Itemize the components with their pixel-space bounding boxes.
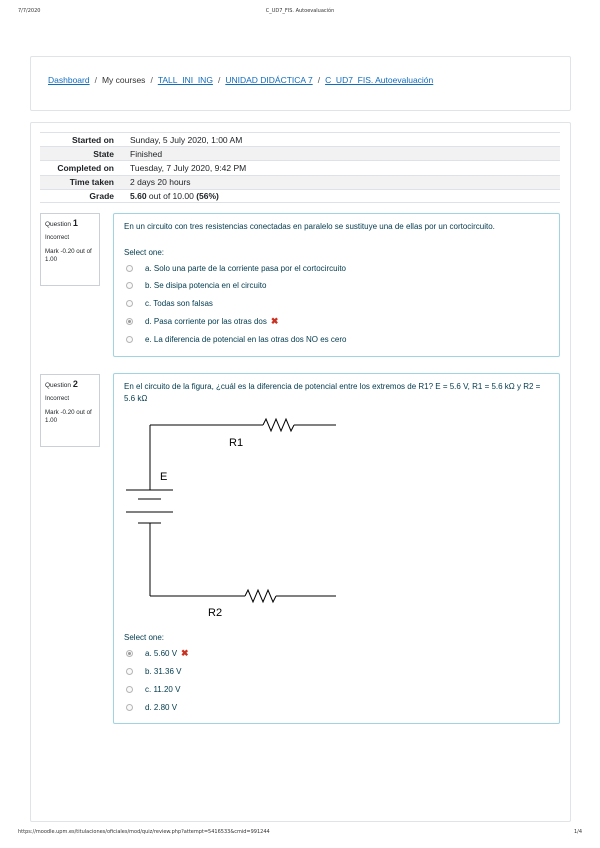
- answer-option[interactable]: [126, 665, 181, 677]
- print-page-number: 1/4: [573, 829, 582, 835]
- question-number: [45, 379, 99, 390]
- question-2-info: [40, 374, 100, 447]
- breadcrumb-card: [30, 56, 571, 111]
- option-label: e. La diferencia de potencial en las otras dos NO es cero: [145, 334, 347, 344]
- question-number: [45, 218, 99, 229]
- radio-button-selected[interactable]: [126, 318, 133, 325]
- breadcrumb-quiz[interactable]: C_UD7_FIS. Autoevaluación: [325, 75, 434, 85]
- time-taken-label: Time taken: [69, 177, 114, 188]
- grade-label: Grade: [89, 190, 114, 201]
- grade-score: 5.60: [130, 190, 147, 201]
- radio-button[interactable]: [126, 668, 133, 675]
- answer-option-selected[interactable]: [126, 315, 278, 327]
- select-one-label: Select one:: [124, 633, 165, 642]
- summary-row-grade: [40, 189, 560, 203]
- option-label: d. 2.80 V: [145, 702, 178, 712]
- print-title: C_UD7_FIS. Autoevaluación: [265, 8, 335, 14]
- question-text: En un circuito con tres resistencias conectadas en paralelo se sustituye una de ellas por un cortocircuito.: [124, 222, 495, 231]
- radio-button-selected[interactable]: [126, 650, 133, 657]
- answer-option[interactable]: [126, 280, 266, 292]
- question-status: Incorrect: [45, 395, 70, 403]
- radio-button[interactable]: [126, 336, 133, 343]
- state-label: State: [93, 148, 114, 159]
- incorrect-icon: ✖: [181, 647, 189, 658]
- answer-option-selected[interactable]: [126, 647, 189, 659]
- answer-option[interactable]: [126, 297, 213, 309]
- question-label: Question: [45, 382, 72, 389]
- option-label: a. 5.60 V: [145, 648, 178, 658]
- summary-row-state: [40, 146, 560, 160]
- question-status: Incorrect: [45, 234, 70, 242]
- print-header: [18, 8, 582, 18]
- option-label: b. 31.36 V: [145, 666, 182, 676]
- incorrect-icon: ✖: [270, 315, 279, 326]
- state-value: Finished: [130, 148, 163, 159]
- option-label: c. Todas son falsas: [145, 298, 213, 308]
- breadcrumb-unit[interactable]: UNIDAD DIDÁCTICA 7: [225, 75, 313, 85]
- resistor-r1-symbol: [263, 419, 294, 431]
- print-date: 7/7/2020: [18, 8, 41, 14]
- summary-row-started: [40, 132, 560, 146]
- summary-row-completed: [40, 160, 560, 174]
- question-number-value: 2: [72, 379, 78, 389]
- label-e: E: [160, 471, 168, 483]
- question-label: Question: [45, 221, 72, 228]
- answer-option[interactable]: [126, 683, 180, 695]
- completed-on-label: Completed on: [57, 162, 114, 173]
- breadcrumb-separator: /: [150, 75, 153, 85]
- print-footer: [18, 829, 582, 839]
- print-url: https://moodle.upm.es/titulaciones/oficiales/mod/quiz/review.php?attempt=5416533&cmid=991244: [18, 829, 270, 835]
- breadcrumb-separator: /: [317, 75, 321, 85]
- breadcrumb-course[interactable]: TALL_INI_ING: [157, 75, 213, 85]
- breadcrumb-dashboard[interactable]: Dashboard: [48, 75, 90, 85]
- option-label: b. Se disipa potencia en el circuito: [145, 281, 267, 290]
- breadcrumb-my-courses: My courses: [101, 75, 146, 85]
- select-one-label: Select one:: [124, 248, 165, 257]
- started-on-value: Sunday, 5 July 2020, 1:00 AM: [130, 134, 243, 145]
- attempt-summary-table: [40, 132, 560, 203]
- grade-value: [122, 191, 560, 201]
- question-1-content: [113, 213, 560, 357]
- circuit-diagram: [123, 402, 353, 624]
- summary-row-time: [40, 175, 560, 189]
- radio-button[interactable]: [126, 265, 133, 272]
- question-mark: Mark -0.20 out of 1.00: [45, 409, 92, 424]
- completed-on-value: Tuesday, 7 July 2020, 9:42 PM: [130, 162, 247, 173]
- question-number-value: 1: [72, 218, 78, 228]
- radio-button[interactable]: [126, 282, 133, 289]
- radio-button[interactable]: [126, 686, 133, 693]
- answer-option[interactable]: [126, 262, 346, 274]
- option-label: d. Pasa corriente por las otras dos: [145, 316, 267, 326]
- option-label: a. Solo una parte de la corriente pasa por el cortocircuito: [145, 263, 347, 273]
- radio-button[interactable]: [126, 704, 133, 711]
- question-mark: Mark -0.20 out of 1.00: [45, 248, 92, 263]
- question-text: En el circuito de la figura, ¿cuál es la diferencia de potencial entre los extremos de R1? E = 5.6 V, R1 = 5.6 kΩ y R2 = 5.6 kΩ: [124, 382, 541, 403]
- label-r1: R1: [229, 437, 244, 449]
- answer-option[interactable]: [126, 333, 346, 345]
- label-r2: R2: [208, 607, 223, 619]
- time-taken-value: 2 days 20 hours: [130, 177, 191, 188]
- breadcrumb: [48, 75, 433, 85]
- question-1-info: [40, 213, 100, 286]
- answer-option[interactable]: [126, 701, 177, 713]
- started-on-label: Started on: [71, 134, 114, 145]
- grade-out-of: out of 10.00: [148, 190, 194, 201]
- breadcrumb-separator: /: [94, 75, 97, 85]
- breadcrumb-separator: /: [217, 75, 221, 85]
- resistor-r2-symbol: [245, 590, 276, 602]
- radio-button[interactable]: [126, 300, 133, 307]
- option-label: c. 11.20 V: [145, 684, 181, 694]
- grade-percent: (56%): [196, 190, 219, 201]
